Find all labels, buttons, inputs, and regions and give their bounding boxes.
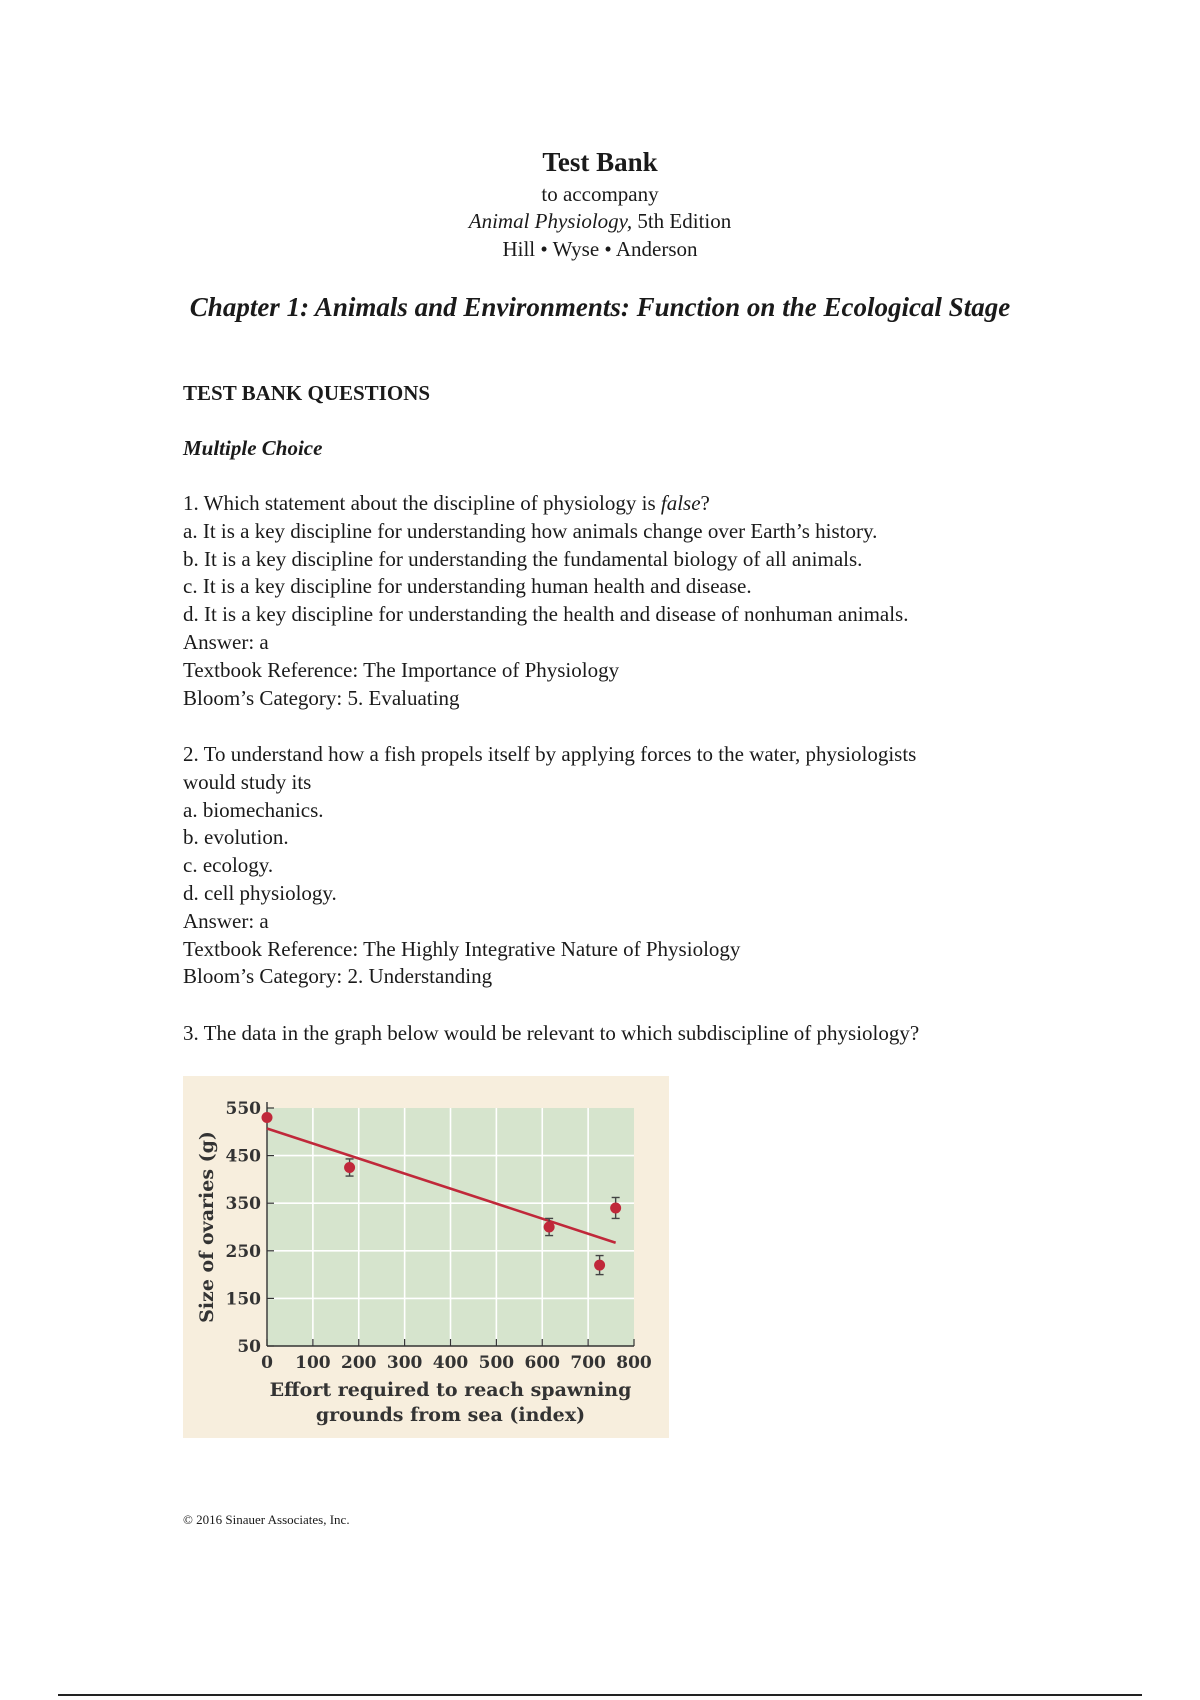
x-tick-label: 100	[295, 1353, 331, 1373]
question-1	[183, 490, 1063, 712]
y-tick-label: 450	[225, 1146, 261, 1167]
question-1-stem-text: 1. Which statement about the discipline of physiology is	[183, 491, 661, 515]
question-2-option-a: a. biomechanics.	[183, 797, 324, 822]
data-point	[610, 1202, 621, 1213]
copyright-footer: © 2016 Sinauer Associates, Inc.	[183, 1512, 350, 1527]
subtitle-accompany: to accompany	[541, 182, 659, 206]
ovary-size-chart	[183, 1076, 669, 1438]
x-tick-label: 500	[478, 1353, 515, 1373]
question-2-answer: Answer: a	[183, 908, 269, 933]
question-1-reference: Textbook Reference: The Importance of Physiology	[183, 657, 620, 682]
x-tick-label: 300	[386, 1353, 423, 1373]
x-tick-label: 700	[570, 1353, 606, 1373]
y-tick-label: 150	[225, 1289, 261, 1310]
chapter-title: Chapter 1: Animals and Environments: Function on the Ecological Stage	[189, 292, 1011, 322]
x-axis-label: Effort required to reach spawning	[269, 1379, 632, 1401]
data-point	[594, 1260, 605, 1271]
book-title: Animal Physiology,	[468, 209, 633, 233]
question-2-reference: Textbook Reference: The Highly Integrative Nature of Physiology	[183, 936, 741, 961]
question-2-stem-line2: would study its	[183, 769, 312, 794]
x-tick-label: 200	[341, 1353, 377, 1373]
y-axis-label: Size of ovaries (g)	[196, 1131, 218, 1323]
subsection-heading: Multiple Choice	[183, 436, 323, 460]
authors: Hill • Wyse • Anderson	[502, 237, 698, 261]
x-tick-label: 0	[261, 1353, 273, 1373]
question-1-stem-end: ?	[700, 491, 710, 515]
question-2-bloom: Bloom’s Category: 2. Understanding	[183, 964, 493, 989]
question-3-stem: 3. The data in the graph below would be relevant to which subdiscipline of physiology?	[183, 1021, 920, 1045]
y-tick-label: 550	[225, 1099, 261, 1119]
y-tick-label: 250	[225, 1241, 261, 1262]
question-2	[183, 741, 1063, 991]
question-1-option-d: d. It is a key discipline for understanding the health and disease of nonhuman animals.	[183, 602, 909, 627]
y-tick-label: 350	[225, 1194, 261, 1215]
x-axis-label: grounds from sea (index)	[315, 1404, 586, 1426]
x-tick-label: 600	[524, 1353, 560, 1373]
question-1-option-a: a. It is a key discipline for understanding how animals change over Earth’s history.	[183, 518, 878, 543]
book-edition: 5th Edition	[632, 209, 732, 233]
data-point	[344, 1162, 355, 1173]
question-1-option-c: c. It is a key discipline for understanding human health and disease.	[183, 574, 752, 599]
document-title: Test Bank	[542, 147, 658, 177]
question-1-bloom: Bloom’s Category: 5. Evaluating	[183, 685, 460, 710]
question-2-stem-line1: 2. To understand how a fish propels itself by applying forces to the water, physiologists	[183, 742, 917, 766]
bottom-rule	[58, 1694, 1142, 1696]
question-1-option-b: b. It is a key discipline for understanding the fundamental biology of all animals.	[183, 546, 863, 571]
book-title-line	[0, 207, 1200, 235]
question-3	[183, 1020, 1063, 1048]
question-2-option-d: d. cell physiology.	[183, 880, 337, 905]
section-heading: TEST BANK QUESTIONS	[183, 381, 431, 405]
question-1-stem-emphasis: false	[660, 491, 701, 515]
question-2-option-b: b. evolution.	[183, 825, 289, 850]
data-point	[262, 1112, 273, 1123]
question-2-option-c: c. ecology.	[183, 853, 274, 878]
x-tick-label: 400	[432, 1353, 469, 1373]
question-1-stem	[183, 490, 1063, 518]
data-point	[544, 1222, 555, 1233]
question-1-answer: Answer: a	[183, 629, 269, 654]
x-tick-label: 800	[616, 1353, 652, 1373]
y-tick-label: 50	[237, 1337, 261, 1357]
